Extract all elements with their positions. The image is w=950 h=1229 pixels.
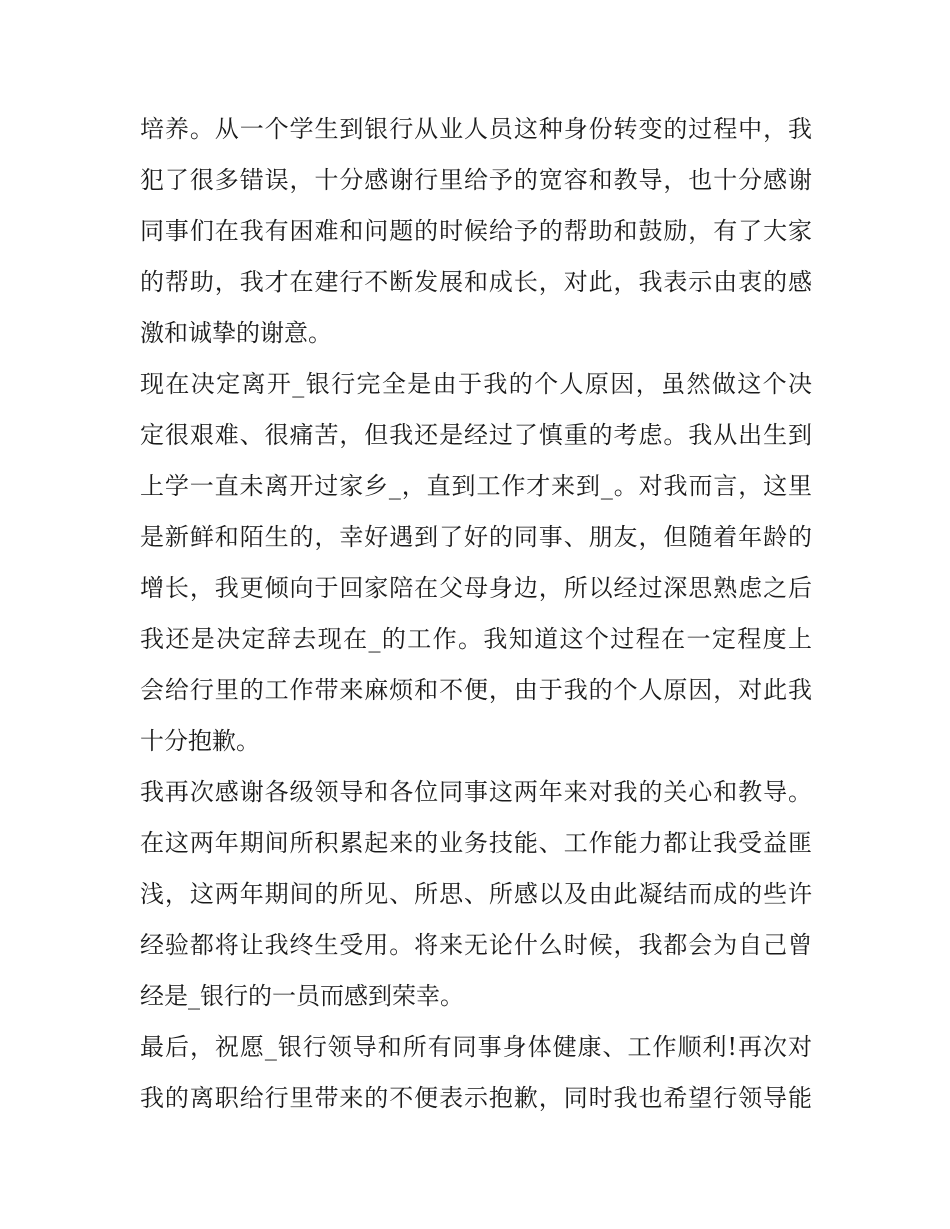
- text-line: 是新鲜和陌生的，幸好遇到了好的同事、朋友，但随着年龄的: [140, 523, 812, 551]
- text-line: 经验都将让我终生受用。将来无论什么时候，我都会为自己曾: [140, 931, 812, 959]
- text-line: 增长，我更倾向于回家陪在父母身边，所以经过深思熟虑之后: [140, 574, 812, 602]
- text-line: 会给行里的工作带来麻烦和不便，由于我的个人原因，对此我: [140, 676, 812, 704]
- text-line: 我还是决定辞去现在_的工作。我知道这个过程在一定程度上: [140, 625, 812, 653]
- text-line: 同事们在我有困难和问题的时候给予的帮助和鼓励，有了大家: [140, 217, 812, 245]
- text-line: 在这两年期间所积累起来的业务技能、工作能力都让我受益匪: [140, 829, 812, 857]
- text-line: 浅，这两年期间的所见、所思、所感以及由此凝结而成的些许: [140, 880, 812, 908]
- text-line: 我的离职给行里带来的不便表示抱歉，同时我也希望行领导能: [140, 1084, 812, 1112]
- text-line: 定很艰难、很痛苦，但我还是经过了慎重的考虑。我从出生到: [140, 421, 812, 449]
- text-line: 犯了很多错误，十分感谢行里给予的宽容和教导，也十分感谢: [140, 166, 812, 194]
- text-line: 的帮助，我才在建行不断发展和成长，对此，我表示由衷的感: [140, 268, 812, 296]
- text-line: 培养。从一个学生到银行从业人员这种身份转变的过程中，我: [140, 115, 812, 143]
- text-line: 最后，祝愿_银行领导和所有同事身体健康、工作顺利!再次对: [140, 1033, 812, 1061]
- text-line: 十分抱歉。: [140, 727, 260, 755]
- text-line: 现在决定离开_银行完全是由于我的个人原因，虽然做这个决: [140, 370, 812, 398]
- text-line: 经是_银行的一员而感到荣幸。: [140, 982, 464, 1010]
- text-line: 我再次感谢各级领导和各位同事这两年来对我的关心和教导。: [140, 778, 812, 806]
- text-line: 激和诚挚的谢意。: [140, 319, 332, 347]
- text-line: 上学一直未离开过家乡_，直到工作才来到_。对我而言，这里: [140, 472, 812, 500]
- document-body: [140, 104, 812, 1124]
